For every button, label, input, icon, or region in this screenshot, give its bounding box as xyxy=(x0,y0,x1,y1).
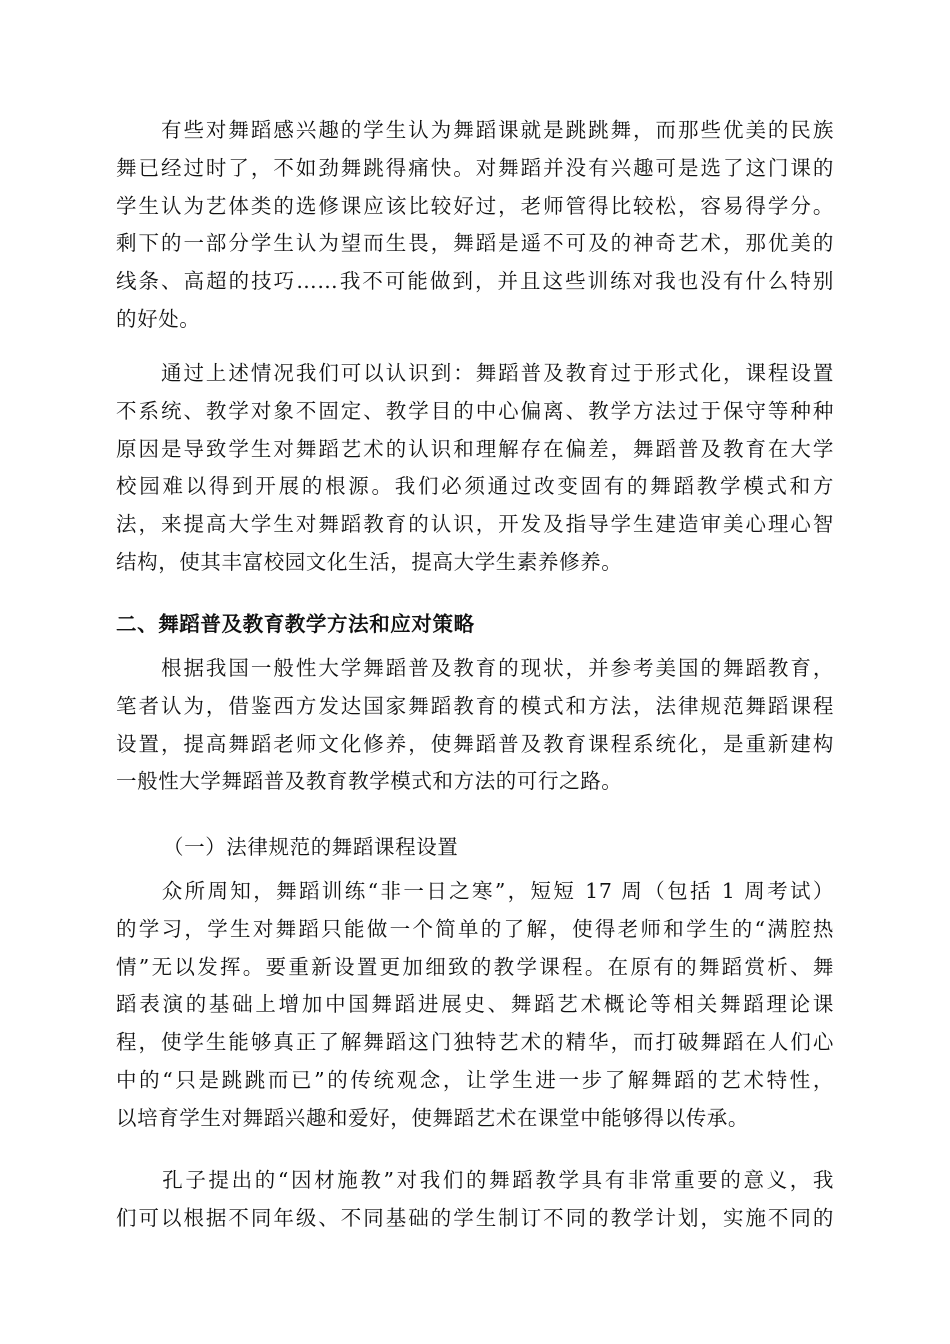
paragraph-line: 原因是导致学生对舞蹈艺术的认识和理解存在偏差，舞蹈普及教育在大学 xyxy=(116,436,834,461)
paragraph-line: 线条、高超的技巧……我不可能做到，并且这些训练对我也没有什么特别 xyxy=(116,269,834,294)
paragraph-line: 设置，提高舞蹈老师文化修养，使舞蹈普及教育课程系统化，是重新建构 xyxy=(116,731,834,756)
paragraph-line: 的学习，学生对舞蹈只能做一个简单的了解，使得老师和学生的“满腔热 xyxy=(116,916,834,941)
subsection-heading: （一）法律规范的舞蹈课程设置 xyxy=(163,835,459,859)
paragraph-2 xyxy=(116,355,834,582)
paragraph-line: 舞已经过时了，不如劲舞跳得痛快。对舞蹈并没有兴趣可是选了这门课的 xyxy=(116,155,834,180)
paragraph-line: 众所周知，舞蹈训练“非一日之寒”，短短 17 周（包括 1 周考试） xyxy=(116,879,834,903)
paragraph-line: 情”无以发挥。要重新设置更加细致的教学课程。在原有的舞蹈赏析、舞 xyxy=(116,954,834,979)
paragraph-line: 剩下的一部分学生认为望而生畏，舞蹈是遥不可及的神奇艺术，那优美的 xyxy=(116,231,834,256)
paragraph-line: 的好处。 xyxy=(116,306,201,331)
paragraph-line: 以培育学生对舞蹈兴趣和爱好，使舞蹈艺术在课堂中能够得以传承。 xyxy=(116,1105,749,1130)
paragraph-line: 学生认为艺体类的选修课应该比较好过，老师管得比较松，容易得学分。 xyxy=(116,193,834,218)
paragraph-line: 通过上述情况我们可以认识到：舞蹈普及教育过于形式化，课程设置 xyxy=(116,361,834,385)
paragraph-3 xyxy=(116,650,834,801)
paragraph-5 xyxy=(116,1162,834,1238)
paragraph-line: 结构，使其丰富校园文化生活，提高大学生素养修养。 xyxy=(116,549,623,574)
paragraph-line: 有些对舞蹈感兴趣的学生认为舞蹈课就是跳跳舞，而那些优美的民族 xyxy=(116,118,834,142)
paragraph-1 xyxy=(116,112,834,339)
paragraph-line: 校园难以得到开展的根源。我们必须通过改变固有的舞蹈教学模式和方 xyxy=(116,474,834,499)
paragraph-line: 根据我国一般性大学舞蹈普及教育的现状，并参考美国的舞蹈教育， xyxy=(116,656,834,680)
paragraph-line: 蹈表演的基础上增加中国舞蹈进展史、舞蹈艺术概论等相关舞蹈理论课 xyxy=(116,992,834,1017)
paragraph-line: 程，使学生能够真正了解舞蹈这门独特艺术的精华，而打破舞蹈在人们心 xyxy=(116,1030,834,1055)
paragraph-line: 一般性大学舞蹈普及教育教学模式和方法的可行之路。 xyxy=(116,769,623,794)
paragraph-line: 法，来提高大学生对舞蹈教育的认识，开发及指导学生建造审美心理心智 xyxy=(116,512,834,537)
paragraph-4 xyxy=(116,873,834,1138)
paragraph-line: 不系统、教学对象不固定、教学目的中心偏离、教学方法过于保守等种种 xyxy=(116,398,834,423)
paragraph-line: 笔者认为，借鉴西方发达国家舞蹈教育的模式和方法，法律规范舞蹈课程 xyxy=(116,693,834,718)
paragraph-line: 们可以根据不同年级、不同基础的学生制订不同的教学计划，实施不同的 xyxy=(116,1205,834,1230)
paragraph-line: 孔子提出的“因材施教”对我们的舞蹈教学具有非常重要的意义，我 xyxy=(116,1168,834,1192)
paragraph-line: 中的“只是跳跳而已”的传统观念，让学生进一步了解舞蹈的艺术特性， xyxy=(116,1067,834,1092)
section-heading: 二、舞蹈普及教育教学方法和应对策略 xyxy=(116,612,475,636)
